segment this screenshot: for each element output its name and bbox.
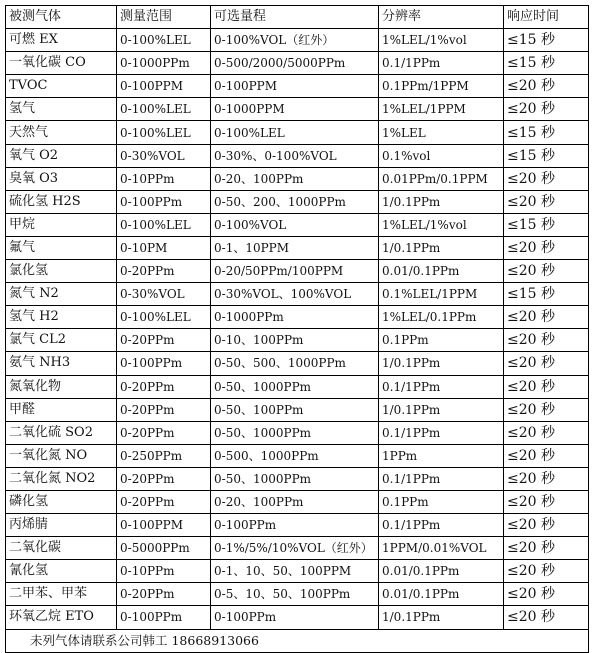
response-time-cell: ≤20 秒: [504, 583, 589, 606]
optional-range-cell: 0-30%、0-100%VOL: [211, 144, 379, 167]
measure-range-cell: 0-100%LEL: [117, 29, 211, 52]
resolution-cell: 1PPm: [379, 444, 504, 467]
measure-range-cell: 0-20PPm: [117, 467, 211, 490]
table-row: [6, 514, 589, 537]
gas-name-cell: 甲醛: [6, 398, 117, 421]
gas-name-cell: 氯气 CL2: [6, 329, 117, 352]
optional-range-cell: 0-50、500、1000PPm: [211, 352, 379, 375]
header-optional-range: 可选量程: [211, 6, 379, 29]
measure-range-cell: 0-20PPm: [117, 421, 211, 444]
response-time-cell: ≤15 秒: [504, 29, 589, 52]
resolution-cell: 0.1PPm: [379, 329, 504, 352]
table-row: [6, 537, 589, 560]
gas-spec-table: [5, 5, 589, 653]
measure-range-cell: 0-30%VOL: [117, 144, 211, 167]
header-row: [6, 6, 589, 29]
optional-range-cell: 0-1000PPM: [211, 98, 379, 121]
gas-name-cell: 环氧乙烷 ETO: [6, 606, 117, 629]
response-time-cell: ≤20 秒: [504, 167, 589, 190]
gas-name-cell: 臭氧 O3: [6, 167, 117, 190]
gas-name-cell: TVOC: [6, 75, 117, 98]
response-time-cell: ≤20 秒: [504, 560, 589, 583]
measure-range-cell: 0-20PPm: [117, 329, 211, 352]
table-row: [6, 260, 589, 283]
gas-name-cell: 可燃 EX: [6, 29, 117, 52]
response-time-cell: ≤20 秒: [504, 375, 589, 398]
optional-range-cell: 0-100%LEL: [211, 121, 379, 144]
response-time-cell: ≤20 秒: [504, 421, 589, 444]
response-time-cell: ≤20 秒: [504, 260, 589, 283]
measure-range-cell: 0-10PPm: [117, 560, 211, 583]
optional-range-cell: 0-20/50PPm/100PPM: [211, 260, 379, 283]
optional-range-cell: 0-20、100PPm: [211, 167, 379, 190]
resolution-cell: 0.1%vol: [379, 144, 504, 167]
optional-range-cell: 0-10、100PPm: [211, 329, 379, 352]
response-time-cell: ≤15 秒: [504, 121, 589, 144]
table-row: [6, 167, 589, 190]
table-row: [6, 306, 589, 329]
resolution-cell: 1/0.1PPm: [379, 236, 504, 259]
table-row: [6, 190, 589, 213]
resolution-cell: 1%LEL/0.1PPm: [379, 306, 504, 329]
response-time-cell: ≤20 秒: [504, 236, 589, 259]
table-row: [6, 329, 589, 352]
table-row: [6, 490, 589, 513]
gas-name-cell: 二氧化碳: [6, 537, 117, 560]
response-time-cell: ≤15 秒: [504, 52, 589, 75]
measure-range-cell: 0-20PPm: [117, 398, 211, 421]
resolution-cell: 0.01/0.1PPm: [379, 260, 504, 283]
resolution-cell: 1%LEL: [379, 121, 504, 144]
table-row: [6, 444, 589, 467]
table-row: [6, 98, 589, 121]
table-row: [6, 213, 589, 236]
measure-range-cell: 0-20PPm: [117, 583, 211, 606]
measure-range-cell: 0-20PPm: [117, 260, 211, 283]
optional-range-cell: 0-100PPm: [211, 514, 379, 537]
measure-range-cell: 0-100%LEL: [117, 213, 211, 236]
gas-name-cell: 氢气: [6, 98, 117, 121]
response-time-cell: ≤15 秒: [504, 213, 589, 236]
response-time-cell: ≤20 秒: [504, 329, 589, 352]
resolution-cell: 1%LEL/1PPM: [379, 98, 504, 121]
resolution-cell: 0.1/1PPm: [379, 467, 504, 490]
response-time-cell: ≤20 秒: [504, 444, 589, 467]
table-row: [6, 52, 589, 75]
response-time-cell: ≤15 秒: [504, 144, 589, 167]
resolution-cell: 1/0.1PPm: [379, 398, 504, 421]
table-row: [6, 375, 589, 398]
optional-range-cell: 0-1000PPm: [211, 306, 379, 329]
gas-name-cell: 氮气 N2: [6, 283, 117, 306]
measure-range-cell: 0-100PPm: [117, 190, 211, 213]
measure-range-cell: 0-100%LEL: [117, 306, 211, 329]
response-time-cell: ≤20 秒: [504, 306, 589, 329]
resolution-cell: 0.1/1PPm: [379, 514, 504, 537]
resolution-cell: 0.1/1PPm: [379, 375, 504, 398]
optional-range-cell: 0-50、100PPm: [211, 398, 379, 421]
resolution-cell: 1/0.1PPm: [379, 352, 504, 375]
header-gas: 被测气体: [6, 6, 117, 29]
optional-range-cell: 0-100%VOL（红外）: [211, 29, 379, 52]
measure-range-cell: 0-100PPM: [117, 75, 211, 98]
measure-range-cell: 0-10PPm: [117, 167, 211, 190]
header-resolution: 分辨率: [379, 6, 504, 29]
table-row: [6, 144, 589, 167]
response-time-cell: ≤20 秒: [504, 190, 589, 213]
response-time-cell: ≤20 秒: [504, 352, 589, 375]
gas-name-cell: 氮氧化物: [6, 375, 117, 398]
measure-range-cell: 0-20PPm: [117, 375, 211, 398]
header-range: 测量范围: [117, 6, 211, 29]
resolution-cell: 1%LEL/1%vol: [379, 29, 504, 52]
gas-name-cell: 天然气: [6, 121, 117, 144]
table-row: [6, 352, 589, 375]
table-row: [6, 236, 589, 259]
measure-range-cell: 0-1000PPm: [117, 52, 211, 75]
response-time-cell: ≤20 秒: [504, 490, 589, 513]
gas-name-cell: 氯化氢: [6, 260, 117, 283]
table-header: [6, 6, 589, 29]
optional-range-cell: 0-50、200、1000PPm: [211, 190, 379, 213]
response-time-cell: ≤20 秒: [504, 537, 589, 560]
gas-name-cell: 丙烯腈: [6, 514, 117, 537]
resolution-cell: 0.1/1PPm: [379, 421, 504, 444]
gas-name-cell: 二氧化氮 NO2: [6, 467, 117, 490]
measure-range-cell: 0-250PPm: [117, 444, 211, 467]
measure-range-cell: 0-100PPM: [117, 514, 211, 537]
measure-range-cell: 0-10PM: [117, 236, 211, 259]
resolution-cell: 1/0.1PPm: [379, 190, 504, 213]
response-time-cell: ≤20 秒: [504, 467, 589, 490]
response-time-cell: ≤20 秒: [504, 398, 589, 421]
optional-range-cell: 0-50、1000PPm: [211, 421, 379, 444]
measure-range-cell: 0-5000PPm: [117, 537, 211, 560]
resolution-cell: 0.01/0.1PPm: [379, 560, 504, 583]
table-row: [6, 75, 589, 98]
optional-range-cell: 0-30%VOL、100%VOL: [211, 283, 379, 306]
optional-range-cell: 0-1、10、50、100PPM: [211, 560, 379, 583]
table-row: [6, 421, 589, 444]
gas-name-cell: 氟气: [6, 236, 117, 259]
measure-range-cell: 0-30%VOL: [117, 283, 211, 306]
response-time-cell: ≤20 秒: [504, 606, 589, 629]
optional-range-cell: 0-1、10PPM: [211, 236, 379, 259]
measure-range-cell: 0-100PPm: [117, 606, 211, 629]
table-row: [6, 560, 589, 583]
table-row: [6, 606, 589, 629]
gas-name-cell: 氰化氢: [6, 560, 117, 583]
contact-note: 未列气体请联系公司韩工 18668913066: [6, 629, 589, 652]
optional-range-cell: 0-500、1000PPm: [211, 444, 379, 467]
table-row: [6, 29, 589, 52]
gas-name-cell: 氧气 O2: [6, 144, 117, 167]
table-row: [6, 398, 589, 421]
table-row: [6, 583, 589, 606]
gas-name-cell: 二氧化硫 SO2: [6, 421, 117, 444]
resolution-cell: 1/0.1PPm: [379, 606, 504, 629]
table-row: [6, 121, 589, 144]
measure-range-cell: 0-100%LEL: [117, 98, 211, 121]
table-row: [6, 467, 589, 490]
optional-range-cell: 0-100PPm: [211, 606, 379, 629]
resolution-cell: 0.01/0.1PPm: [379, 583, 504, 606]
response-time-cell: ≤20 秒: [504, 75, 589, 98]
header-response-time: 响应时间: [504, 6, 589, 29]
gas-name-cell: 硫化氢 H2S: [6, 190, 117, 213]
response-time-cell: ≤20 秒: [504, 98, 589, 121]
resolution-cell: 0.1PPm: [379, 490, 504, 513]
gas-name-cell: 一氧化碳 CO: [6, 52, 117, 75]
resolution-cell: 1PPM/0.01%VOL: [379, 537, 504, 560]
resolution-cell: 0.1%LEL/1PPM: [379, 283, 504, 306]
gas-name-cell: 氢气 H2: [6, 306, 117, 329]
resolution-cell: 0.1/1PPm: [379, 52, 504, 75]
gas-name-cell: 氨气 NH3: [6, 352, 117, 375]
gas-name-cell: 二甲苯、甲苯: [6, 583, 117, 606]
optional-range-cell: 0-20、100PPm: [211, 490, 379, 513]
table-body: [6, 29, 589, 629]
optional-range-cell: 0-500/2000/5000PPm: [211, 52, 379, 75]
resolution-cell: 0.1PPm/1PPM: [379, 75, 504, 98]
measure-range-cell: 0-100PPm: [117, 352, 211, 375]
gas-name-cell: 甲烷: [6, 213, 117, 236]
measure-range-cell: 0-20PPm: [117, 490, 211, 513]
gas-name-cell: 一氧化氮 NO: [6, 444, 117, 467]
table-row: [6, 283, 589, 306]
response-time-cell: ≤15 秒: [504, 283, 589, 306]
gas-name-cell: 磷化氢: [6, 490, 117, 513]
measure-range-cell: 0-100%LEL: [117, 121, 211, 144]
optional-range-cell: 0-50、1000PPm: [211, 375, 379, 398]
resolution-cell: 1%LEL/1%vol: [379, 213, 504, 236]
response-time-cell: ≤20 秒: [504, 514, 589, 537]
optional-range-cell: 0-50、1000PPm: [211, 467, 379, 490]
optional-range-cell: 0-100PPM: [211, 75, 379, 98]
resolution-cell: 0.01PPm/0.1PPM: [379, 167, 504, 190]
optional-range-cell: 0-100%VOL: [211, 213, 379, 236]
optional-range-cell: 0-5、10、50、100PPm: [211, 583, 379, 606]
optional-range-cell: 0-1%/5%/10%VOL（红外）: [211, 537, 379, 560]
